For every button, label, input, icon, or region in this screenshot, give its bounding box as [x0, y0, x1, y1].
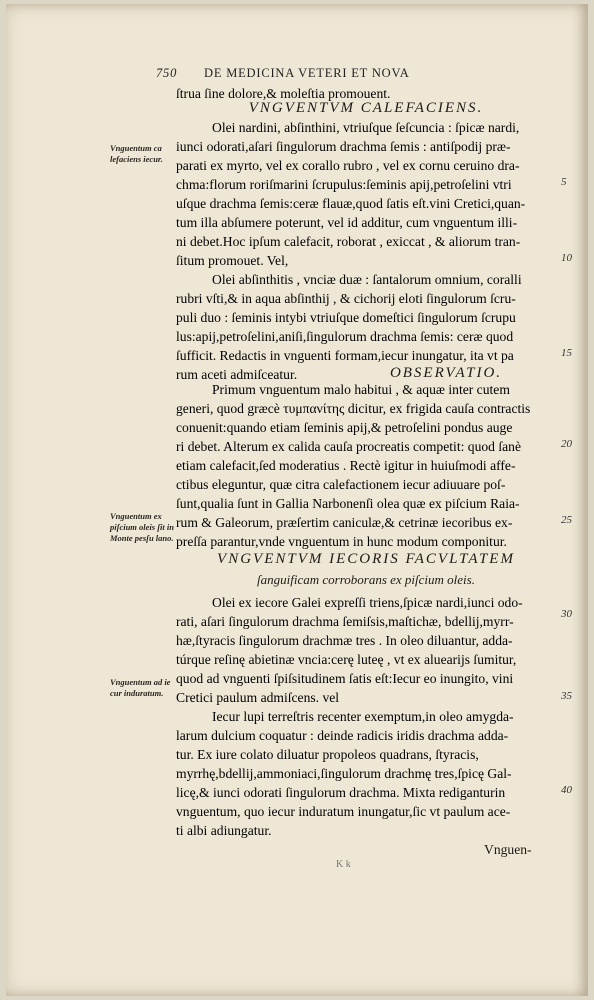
text-line: myrrhę,bdellij,ammoniaci,ſingulorum drachmę tres,ſpicę Gal-: [176, 766, 512, 781]
text-line: ſunt,qualia ſunt in Gallia Narbonenſi olea quæ ex piſcium Raia-: [176, 496, 520, 511]
section-heading: VNGVENTVM IECORIS FACVLTATEM: [217, 551, 515, 567]
text-line: Cretici paulum admiſcens. vel: [176, 690, 340, 705]
book-page: [6, 4, 588, 996]
text-line: ſtrua ſine dolore,& moleſtia promouent.: [176, 86, 391, 101]
text-line: hæ,ſtyracis ſingulorum drachmæ tres . In oleo diluantur, adda-: [176, 633, 513, 648]
text-line: quod ad vnguenti ſpiſsitudinem ſatis eſt:Iecur eo inungito, vini: [176, 671, 514, 686]
margin-note: Vnguentum ex piſcium oleis ſit in Monte pesſu lano.: [110, 511, 174, 543]
text-line: ctibus eleguntur, quæ citra calefactionem iecur adiuuare poſ-: [176, 477, 506, 492]
text-line: Olei abſinthitis , vnciæ duæ : ſantalorum omnium, coralli: [212, 272, 522, 287]
section-heading: VNGVENTVM CALEFACIENS.: [248, 100, 484, 116]
text-line: ſufficit. Redactis in vnguenti formam,iecur inungatur, ita vt pa: [176, 348, 514, 363]
line-number: 30: [561, 608, 572, 620]
text-line: tur. Ex iure colato diluatur propoleos quadrans, ſtyracis,: [176, 747, 479, 762]
text-line: tum illa abſumere poterunt, vel id additur, cum vnguentum illi-: [176, 215, 518, 230]
line-number: 15: [561, 347, 572, 359]
text-line: chma:florum roriſmarini ſcrupulus:ſeminis apij,petroſelini vtri: [176, 177, 512, 192]
text-line: uſque drachma ſemis:ceræ flauæ,quod ſatis eſt.vini Cretici,quan-: [176, 196, 526, 211]
text-line: Primum vnguentum malo habitui , & aquæ inter cutem: [212, 382, 510, 397]
text-line: ſitum promouet. Vel,: [176, 253, 289, 268]
section-heading: OBSERVATIO.: [389, 365, 503, 381]
line-number: 5: [561, 176, 567, 188]
text-line: Olei ex iecore Galei expreſſi triens,ſpicæ nardi,iunci odo-: [212, 595, 523, 610]
text-line: ni debet.Hoc ipſum calefacit, roborat , exiccat , & aliorum tran-: [176, 234, 521, 249]
text-line: licę,& iunci odorati ſingulorum drachma. Mixta rediganturin: [176, 785, 506, 800]
text-line: ri debet. Alterum ex calida cauſa procreatis competit: quod ſanè: [176, 439, 521, 454]
text-line: rum aceti admiſceatur.: [176, 367, 298, 382]
margin-note: Vnguentum ca lefaciens iecur.: [110, 143, 163, 164]
line-number: 35: [561, 690, 572, 702]
text-line: rati, aſari ſingulorum drachma ſemiſsis,maſtichæ, bdellij,myrr-: [176, 614, 514, 629]
running-title: DE MEDICINA VETERI ET NOVA: [204, 66, 410, 80]
text-line: parati ex myrto, vel ex corallo rubro , vel ex cornu ceruino dra-: [176, 158, 520, 173]
text-line: vnguentum, quo iecur induratum inungatur,ſic vt paulum ace-: [176, 804, 511, 819]
text-line: ti albi adiungatur.: [176, 823, 272, 838]
text-line: lus:apij,petroſelini,aniſi,ſingulorum drachma ſemis: ceræ quod: [176, 329, 514, 344]
text-line: puli duo : ſeminis intybi vtriuſque domeſtici ſingulorum ſcrupu: [176, 310, 516, 325]
text-line: rum & Galeorum, præſertim caniculæ,& cetrinæ iecoribus ex-: [176, 515, 513, 530]
margin-note: Vnguentum ad ie cur induratum.: [110, 677, 171, 698]
line-number: 20: [561, 438, 572, 450]
text-line: túrque reſinę abietinæ vncia:cerę luteę , vt ex aluearijs ſumitur,: [176, 652, 517, 667]
page-number: 750: [156, 66, 178, 80]
text-line: rubri vſti,& in aqua abſinthij , & cichorij eloti ſingulorum ſcru-: [176, 291, 516, 306]
running-header: [156, 66, 576, 82]
text-line: etiam calefacit,ſed moderatius . Rectè igitur in huiuſmodi affe-: [176, 458, 516, 473]
text-line: Iecur lupi terreſtris recenter exemptum,in oleo amygda-: [212, 709, 514, 724]
line-number: 25: [561, 514, 572, 526]
text-line: Olei nardini, abſinthini, vtriuſque ſeſcuncia : ſpicæ nardi,: [212, 120, 520, 135]
catchword: Vnguen-: [484, 842, 532, 857]
text-line: conuenit:quando etiam ſeminis apij,& petroſelini pondus auge: [176, 420, 513, 435]
line-number: 40: [561, 784, 572, 796]
line-number: 10: [561, 252, 572, 264]
section-subheading: ſanguificam corroborans ex piſcium oleis.: [257, 572, 475, 587]
signature-mark: K k: [336, 859, 351, 870]
text-line: generi, quod græcè τυμπανίτης dicitur, ex frigida cauſa contractis: [176, 401, 531, 416]
text-line: larum dulcium coquatur : deinde radicis iridis drachma adda-: [176, 728, 509, 743]
text-line: iunci odorati,aſari ſingulorum drachma ſemis : antiſpodij præ-: [176, 139, 511, 154]
text-line: preſſa parantur,vnde vnguentum in hunc modum componitur.: [176, 534, 507, 549]
